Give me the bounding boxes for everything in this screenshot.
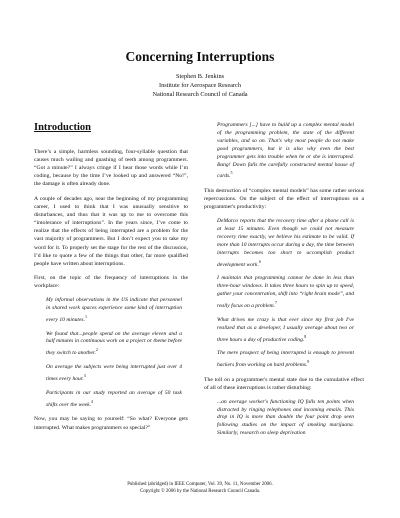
citation-marker: 9 bbox=[307, 359, 310, 365]
citation-marker: 2 bbox=[95, 347, 98, 353]
paragraph bbox=[34, 274, 188, 290]
block-text: A couple of decades ago, near the beginning of my programming career, I used to think that I was unusually sensitive to disturbances, and thus that it was up to me to overcome this “intolerance of interruptions”. In the years since, I’ve come to realize that the effects of being interrupted are a problem for the vast majority of programmers. But I don’t expect you to take my word for it. To properly set the stage for the rest of the discussion, I’d like to quote a few of the things that other, far more qualified people have written about interruptions. bbox=[34, 195, 188, 267]
block-text: Now, you may be saying to yourself: “So what? Everyone gets interrupted. What makes programmers so special?” bbox=[34, 416, 188, 431]
block-quote bbox=[217, 350, 354, 370]
block-quote bbox=[217, 218, 354, 269]
author-block bbox=[0, 73, 400, 99]
block-text: ...an average worker's functioning IQ falls ten points when distracted by ringing telephones and incoming emails. This drop in IQ is more than double the four point drop seen following studies on the impact of smoking marijuana. Similarly, research on sleep deprivation bbox=[217, 398, 354, 437]
citation-marker: 8 bbox=[304, 333, 307, 339]
block-text: What drives me crazy is that ever since my first job I've realized that as a developer, I usually average about two or three hours a day of productive coding. bbox=[217, 316, 354, 343]
paragraph bbox=[204, 376, 364, 392]
publication-note: Published (abridged) in IEEE Computer, Vol. 39, No. 11, November 2006. bbox=[127, 482, 273, 487]
block-text: My informal observations in the US indicate that personnel in shared work spaces experience some kind of interruption every 10 minutes. bbox=[46, 297, 182, 323]
citation-marker: 3 bbox=[83, 373, 86, 379]
right-column bbox=[204, 122, 364, 444]
page-footer bbox=[0, 482, 400, 496]
citation-marker: 6 bbox=[258, 258, 261, 264]
block-text: DeMarco reports that the recovery time after a phone call is at least 15 minutes. Even though we could not measure recovery time exactly, we believe his estimate to be valid. If more than 10 interrupts occur during a day, the time between interrupts becomes too short to accomplish product development work. bbox=[217, 217, 354, 268]
block-quote bbox=[46, 364, 182, 384]
section-heading bbox=[34, 122, 188, 133]
paragraph bbox=[34, 415, 188, 431]
block-quote bbox=[46, 390, 182, 410]
block-quote bbox=[46, 331, 182, 359]
section-heading-text: Introduction bbox=[34, 122, 91, 133]
paragraph bbox=[204, 187, 364, 211]
author-name: Stephen B. Jenkins bbox=[175, 73, 225, 80]
block-quote bbox=[46, 297, 182, 325]
citation-marker: 7 bbox=[274, 299, 277, 305]
left-column bbox=[34, 122, 188, 438]
paragraph bbox=[34, 195, 188, 268]
paper-title: Concerning Interruptions bbox=[125, 49, 275, 64]
author-institute: Institute for Aerospace Research bbox=[158, 81, 241, 89]
block-quote bbox=[217, 122, 354, 181]
block-text: We found that...people spend on the average eleven and a half minutes in continuous work on a project or theme before they switch to another. bbox=[46, 330, 182, 357]
citation-marker: 5 bbox=[230, 170, 233, 176]
block-text: Participants in our study reported an average of 50 task shifts over the week. bbox=[46, 389, 182, 408]
block-text: This destruction of “complex mental models” has some rather serious repercussions. On the subject of the effect of interruptions on a programmer's productivity: bbox=[204, 188, 364, 211]
block-quote bbox=[217, 317, 354, 345]
citation-marker: 1 bbox=[84, 313, 87, 319]
block-quote bbox=[217, 275, 354, 310]
block-text: On average the subjects were being interrupted just over 4 times every hour. bbox=[46, 364, 182, 382]
right-column-body bbox=[204, 122, 364, 438]
block-text: The mere prospect of being interrupted is enough to prevent hackers from working on hard problems. bbox=[217, 350, 354, 369]
copyright-note: Copyright © 2006 by the National Research Council Canada. bbox=[139, 488, 261, 494]
block-text: First, on the topic of the frequency of interruptions in the workplace: bbox=[34, 275, 188, 290]
citation-marker: 4 bbox=[90, 398, 93, 404]
block-text: There’s a simple, harmless sounding, four-syllable question that causes much wailing and gnashing of teeth among programmers. “Got a minute?” I always cringe if I hear those words while I’m coding, because by the time I’ve looked up and answered “No!”, the damage is often already done. bbox=[34, 149, 188, 188]
block-text: The toll on a programmer's mental state due to the cumulative effect of all of these interruptions is rather disturbing: bbox=[204, 376, 364, 392]
paragraph bbox=[34, 148, 188, 188]
block-text: I maintain that programming cannot be done in less than three-hour windows. It takes three hours to spin up to speed, gather your concentration, shift into “right brain mode”, and really focus on a problem. bbox=[217, 275, 354, 309]
left-column-body bbox=[34, 148, 188, 432]
block-text: Programmers [...] have to build up a complex mental model of the programming problem, the state of the different variables, and so on. That's why most people do not make good programmers, but it is also why even the best programmer gets into trouble when he or she is interrupted. Bang! Down falls the carefully constructed mental house of cards. bbox=[217, 122, 354, 180]
author-organization: National Research Council of Canada bbox=[152, 90, 248, 98]
block-quote bbox=[217, 399, 354, 439]
